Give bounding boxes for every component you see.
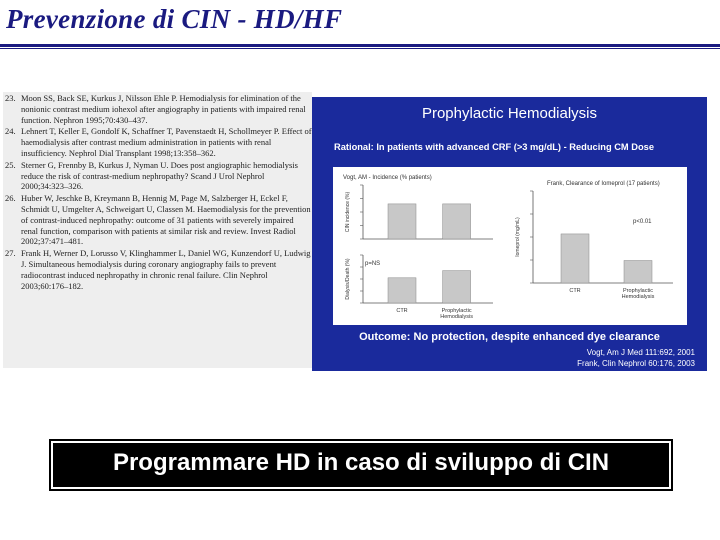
chart-category-label: CTR bbox=[396, 308, 408, 314]
charts-area bbox=[333, 167, 687, 325]
reference-number: 23. bbox=[5, 93, 16, 103]
chart-title: Frank, Clearance of Iomeprol (17 patients) bbox=[547, 181, 660, 187]
chart-category-label: CTR bbox=[569, 288, 581, 294]
reference-text: Huber W, Jeschke B, Kreymann B, Hennig M, Page M, Salzberger H, Eckel F, Schmidt U, Umgelter A, Schweigart U, Classen M. Haemodialysis for the prevention of contrast-induced nephropathy: outcome of 31 patients with severely impaired renal function, comparison with patients at similar risk and review. Invest Radiol 2002;37:471–481. bbox=[21, 193, 311, 247]
chart-bar bbox=[443, 204, 471, 239]
reference-item bbox=[3, 160, 312, 192]
study-panel bbox=[312, 97, 707, 371]
chart-ylabel: CIN incidence (%) bbox=[345, 191, 351, 233]
chart-annotation: p<0.01 bbox=[633, 219, 652, 225]
charts-svg bbox=[333, 167, 687, 325]
references-list bbox=[3, 92, 312, 368]
chart-bar bbox=[443, 271, 471, 303]
citation-frank: Frank, Clin Nephrol 60:176, 2003 bbox=[577, 359, 695, 368]
reference-text: Lehnert T, Keller E, Gondolf K, Schaffner T, Pavenstaedt H, Schollmeyer P. Effect of haemodialysis after contrast medium administration in patients with renal insufficiency. Nephrol Dial Transplant 1998;13:358–362. bbox=[21, 126, 312, 158]
chart-ylabel: Dialysis/Death (%) bbox=[345, 258, 351, 300]
chart-category-label: Prophylactic bbox=[623, 288, 653, 294]
conclusion-banner bbox=[51, 441, 671, 489]
reference-item bbox=[3, 248, 312, 291]
reference-text: Sterner G, Frennby B, Kurkus J, Nyman U. Does post angiographic hemodialysis reduce the risk of contrast-medium nephropathy? Scand J Urol Nephrol 2000;34:323–326. bbox=[21, 159, 298, 192]
reference-item bbox=[3, 93, 312, 125]
chart-annotation: p=NS bbox=[365, 261, 381, 267]
chart-bar bbox=[624, 261, 652, 283]
reference-number: 26. bbox=[5, 193, 16, 204]
chart-bar bbox=[388, 204, 416, 239]
title-rule bbox=[0, 44, 720, 47]
reference-number: 27. bbox=[5, 248, 16, 259]
reference-number: 25. bbox=[5, 159, 16, 170]
title-rule-thin bbox=[0, 48, 720, 49]
chart-category-label: Hemodialysis bbox=[440, 314, 473, 320]
reference-number: 24. bbox=[5, 126, 16, 137]
reference-item bbox=[3, 193, 312, 247]
reference-text: Moon SS, Back SE, Kurkus J, Nilsson Ehle P. Hemodialysis for elimination of the nonionic contrast medium iohexol after angiography in patients with impaired renal function. Nephron 1995;70:430–437. bbox=[21, 93, 306, 125]
panel-outcome: Outcome: No protection, despite enhanced dye clearance bbox=[359, 331, 660, 343]
chart-bar bbox=[388, 278, 416, 303]
chart-category-label: Hemodialysis bbox=[621, 294, 655, 300]
panel-subtitle: Rational: In patients with advanced CRF (>3 mg/dL) - Reducing CM Dose bbox=[334, 142, 654, 152]
chart-title: Vogt, AM - Incidence (% patients) bbox=[343, 175, 432, 181]
panel-title: Prophylactic Hemodialysis bbox=[421, 105, 598, 122]
citation-vogt: Vogt, Am J Med 111:692, 2001 bbox=[586, 348, 695, 357]
chart-bar bbox=[561, 234, 589, 283]
slide-title: Prevenzione di CIN - HD/HF bbox=[6, 4, 343, 34]
reference-item bbox=[3, 126, 312, 158]
chart-ylabel: Iomeprol (mg/mL) bbox=[515, 217, 521, 257]
reference-text: Frank H, Werner D, Lorusso V, Klinghammer L, Daniel WG, Kunzendorf U, Ludwig J. Simultaneous hemodialysis during coronary angiography fails to prevent radiocontrast induced nephropathy in chronic renal failure. Clin Nephrol 2003;60:176–182. bbox=[21, 248, 311, 291]
conclusion-text: Programmare HD in caso di sviluppo di CIN bbox=[112, 449, 610, 476]
chart-category-label: Prophylactic bbox=[441, 308, 472, 314]
